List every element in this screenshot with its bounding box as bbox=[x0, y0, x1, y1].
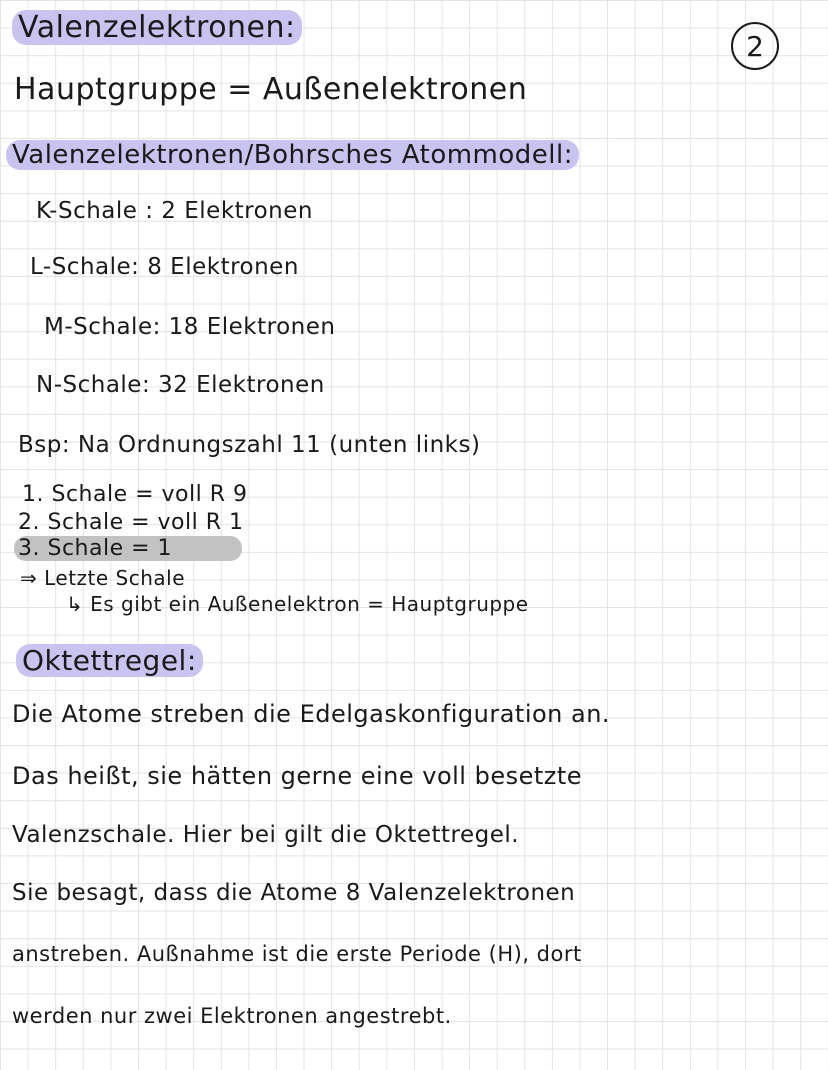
hauptgruppe-line: Hauptgruppe = Außenelektronen bbox=[14, 72, 528, 107]
example-line-3: 3. Schale = 1 bbox=[14, 536, 242, 561]
example-heading: Bsp: Na Ordnungszahl 11 (unten links) bbox=[18, 432, 481, 458]
page-title: Valenzelektronen: bbox=[12, 10, 302, 45]
paragraph-line-1: Die Atome streben die Edelgaskonfiguration an. bbox=[12, 700, 611, 728]
shell-n: N-Schale: 32 Elektronen bbox=[36, 372, 325, 398]
shell-k: K-Schale : 2 Elektronen bbox=[36, 198, 313, 224]
page-number: 2 bbox=[746, 29, 764, 63]
paragraph-line-2: Das heißt, sie hätten gerne eine voll besetzte bbox=[12, 762, 583, 790]
model-heading: Valenzelektronen/Bohrsches Atommodell: bbox=[6, 140, 579, 170]
title-line bbox=[12, 10, 302, 45]
shell-m: M-Schale: 18 Elektronen bbox=[44, 314, 336, 340]
paragraph-line-4: Sie besagt, dass die Atome 8 Valenzelektronen bbox=[12, 880, 576, 906]
paragraph-line-5: anstreben. Außnahme ist die erste Periode (H), dort bbox=[12, 942, 582, 966]
example-arrow-2: ↳ Es gibt ein Außenelektron = Hauptgruppe bbox=[66, 592, 529, 616]
paragraph-line-6: werden nur zwei Elektronen angestrebt. bbox=[12, 1004, 452, 1028]
shell-l: L-Schale: 8 Elektronen bbox=[30, 254, 299, 280]
oktett-heading: Oktettregel: bbox=[16, 644, 203, 677]
example-line-3-wrap bbox=[14, 536, 242, 561]
page-number-badge bbox=[731, 22, 779, 70]
example-arrow-1: ⇒ Letzte Schale bbox=[20, 566, 186, 590]
example-line-2: 2. Schale = voll R 1 bbox=[18, 510, 244, 535]
example-line-1: 1. Schale = voll R 9 bbox=[22, 482, 248, 507]
oktett-heading-line bbox=[16, 644, 203, 677]
paragraph-line-3: Valenzschale. Hier bei gilt die Oktettregel. bbox=[12, 822, 520, 848]
model-heading-line bbox=[6, 140, 579, 170]
